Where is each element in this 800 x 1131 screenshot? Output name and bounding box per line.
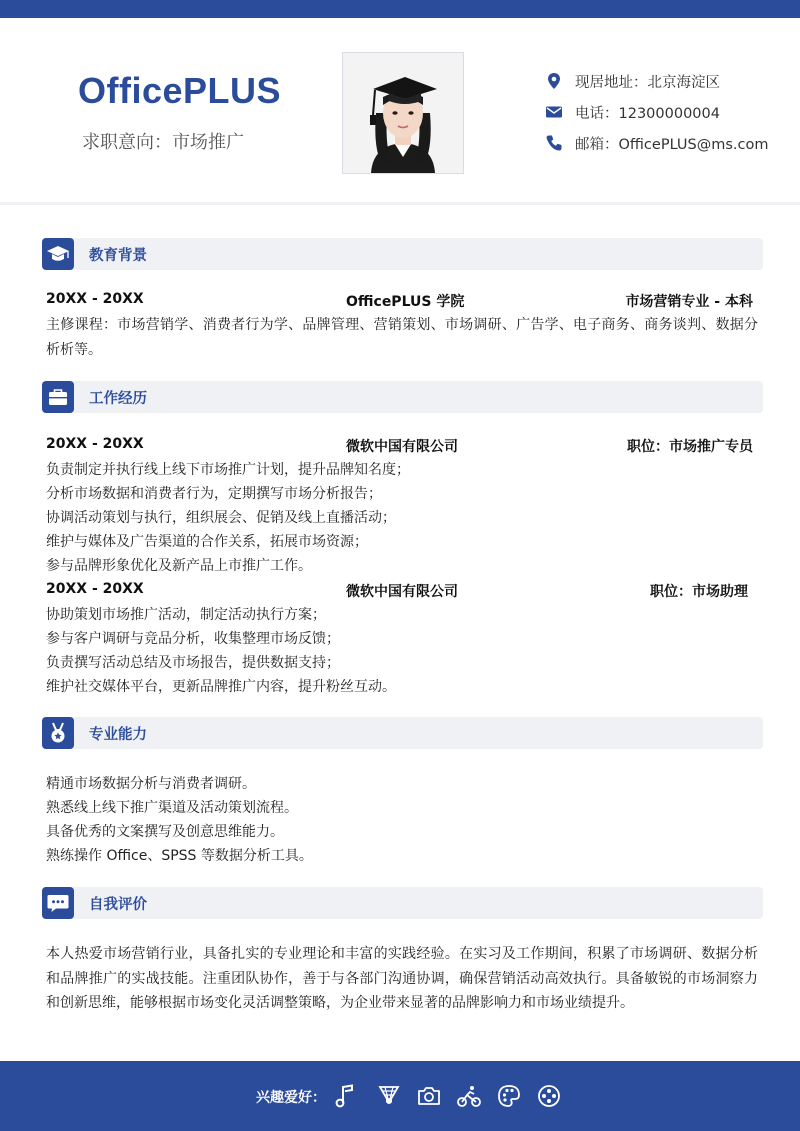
section-title-skills: 专业能力 [89, 727, 147, 743]
skill-item: 精通市场数据分析与消费者调研。 [46, 776, 256, 792]
education-period: 20XX - 20XX [46, 291, 144, 307]
job-position: 职位：市场助理 [650, 584, 748, 600]
job-company: 微软中国有限公司 [346, 439, 458, 455]
film-reel-icon [536, 1083, 562, 1109]
music-note-icon [333, 1083, 359, 1109]
cycling-icon [456, 1083, 482, 1109]
section-self-evaluation [42, 887, 763, 919]
job-intent: 求职意向：市场推广 [82, 132, 244, 153]
mail-icon [545, 103, 563, 121]
candidate-name: OfficePLUS [78, 70, 282, 111]
section-skills [42, 717, 763, 749]
top-accent-bar [0, 0, 800, 18]
section-title-self: 自我评价 [89, 897, 147, 913]
graduation-cap-icon [42, 238, 74, 270]
job-duty: 分析市场数据和消费者行为，定期撰写市场分析报告； [46, 486, 382, 502]
education-school: OfficePLUS 学院 [346, 294, 465, 310]
job-duty: 负责制定并执行线上线下市场推广计划，提升品牌知名度； [46, 462, 410, 478]
header-divider [0, 202, 800, 205]
job-period: 20XX - 20XX [46, 581, 144, 597]
job-company: 微软中国有限公司 [346, 584, 458, 600]
job-row-1 [46, 436, 753, 458]
section-education [42, 238, 763, 270]
job-duty: 协调活动策划与执行，组织展会、促销及线上直播活动； [46, 510, 396, 526]
skill-item: 具备优秀的文案撰写及创意思维能力。 [46, 824, 284, 840]
section-title-work: 工作经历 [89, 391, 147, 407]
education-courses: 主修课程：市场营销学、消费者行为学、品牌管理、营销策划、市场调研、广告学、电子商务、商务谈判、数据分析析等。 [46, 317, 758, 358]
badminton-icon [376, 1083, 402, 1109]
job-row-2 [46, 581, 748, 603]
job-duty: 维护与媒体及广告渠道的合作关系，拓展市场资源； [46, 534, 368, 550]
hobbies-footer [0, 1061, 800, 1131]
job-period: 20XX - 20XX [46, 436, 144, 452]
profile-photo [342, 52, 464, 174]
location-pin-icon [545, 72, 563, 90]
job-duty: 维护社交媒体平台，更新品牌推广内容，提升粉丝互动。 [46, 679, 396, 695]
hobbies-label: 兴趣爱好： [256, 1090, 326, 1106]
job-duty: 参与品牌形象优化及新产品上市推广工作。 [46, 558, 312, 574]
education-row [46, 291, 753, 313]
education-degree: 市场营销专业 - 本科 [625, 294, 753, 310]
job-duty: 负责撰写活动总结及市场报告，提供数据支持； [46, 655, 340, 671]
medal-icon [42, 717, 74, 749]
palette-icon [496, 1083, 522, 1109]
phone-icon [545, 134, 563, 152]
briefcase-icon [42, 381, 74, 413]
self-evaluation-text: 本人热爱市场营销行业，具备扎实的专业理论和丰富的实践经验。在实习及工作期间，积累了市场调研、数据分析和品牌推广的实战技能。注重团队协作，善于与各部门沟通协调，确保营销活动高效执行。具备敏锐的市场洞察力和创新思维，能够根据市场变化灵活调整策略，为企业带来显著的品牌影响力和市场业绩提升。 [46, 946, 758, 1011]
camera-icon [416, 1083, 442, 1109]
job-duty: 协助策划市场推广活动，制定活动执行方案； [46, 607, 326, 623]
job-duty: 参与客户调研与竞品分析，收集整理市场反馈； [46, 631, 340, 647]
section-work [42, 381, 763, 413]
job-position: 职位：市场推广专员 [627, 439, 753, 455]
chat-bubble-icon [42, 887, 74, 919]
section-title-education: 教育背景 [89, 248, 147, 264]
skill-item: 熟练操作 Office、SPSS 等数据分析工具。 [46, 848, 313, 864]
skill-item: 熟悉线上线下推广渠道及活动策划流程。 [46, 800, 298, 816]
